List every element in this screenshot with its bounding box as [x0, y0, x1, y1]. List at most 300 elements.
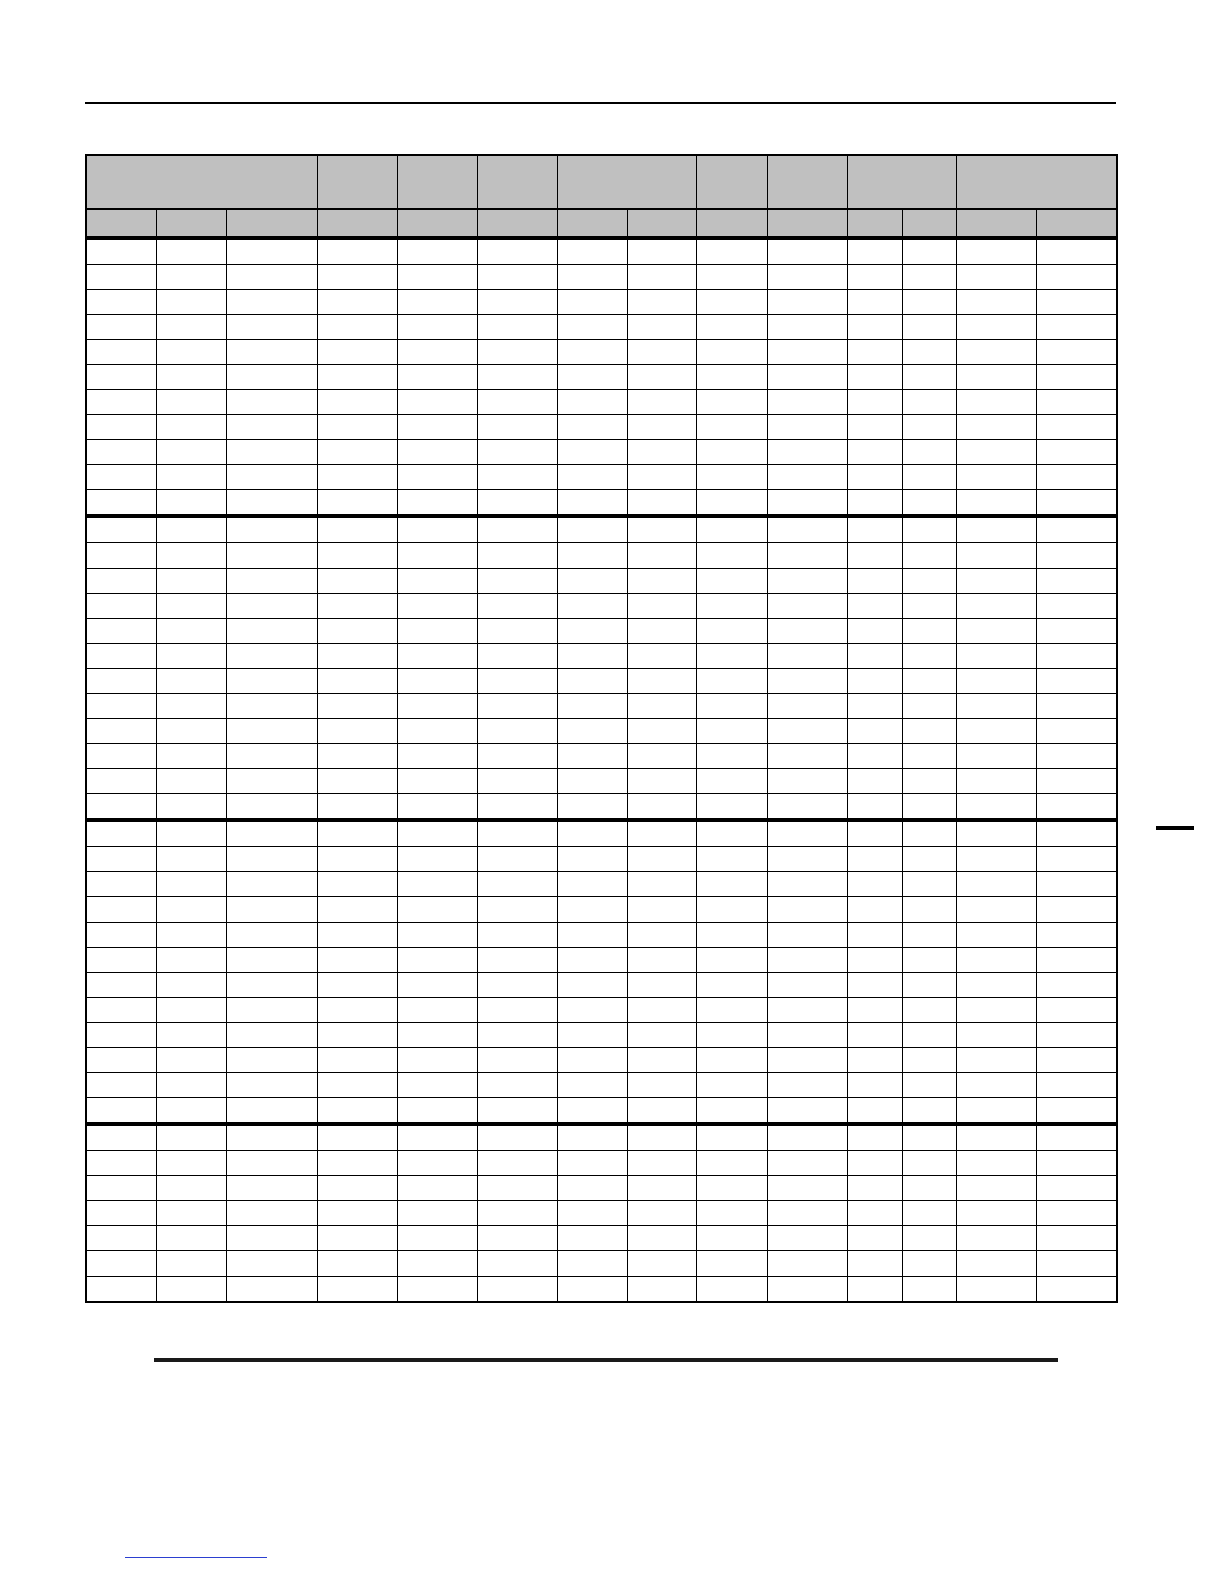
table-cell[interactable] — [847, 820, 902, 847]
table-cell[interactable] — [1036, 415, 1117, 440]
table-cell[interactable] — [696, 693, 767, 718]
table-cell[interactable] — [317, 1176, 397, 1201]
table-cell[interactable] — [696, 743, 767, 768]
table-cell[interactable] — [397, 543, 477, 568]
table-cell[interactable] — [86, 872, 156, 897]
table-cell[interactable] — [902, 1151, 956, 1176]
table-cell[interactable] — [397, 339, 477, 364]
table-cell[interactable] — [1036, 847, 1117, 872]
table-cell[interactable] — [317, 1124, 397, 1151]
table-cell[interactable] — [956, 1151, 1036, 1176]
table-cell[interactable] — [696, 1022, 767, 1047]
table-cell[interactable] — [902, 568, 956, 593]
table-cell[interactable] — [956, 643, 1036, 668]
table-cell[interactable] — [902, 389, 956, 414]
table-cell[interactable] — [627, 897, 696, 922]
table-cell[interactable] — [397, 847, 477, 872]
table-cell[interactable] — [86, 364, 156, 389]
table-cell[interactable] — [627, 1047, 696, 1072]
table-cell[interactable] — [477, 1151, 557, 1176]
table-cell[interactable] — [627, 922, 696, 947]
table-cell[interactable] — [86, 543, 156, 568]
table-cell[interactable] — [847, 693, 902, 718]
table-cell[interactable] — [847, 516, 902, 543]
table-cell[interactable] — [317, 1226, 397, 1251]
table-cell[interactable] — [557, 997, 627, 1022]
table-cell[interactable] — [317, 543, 397, 568]
table-cell[interactable] — [156, 389, 226, 414]
table-cell[interactable] — [627, 972, 696, 997]
table-cell[interactable] — [557, 618, 627, 643]
table-cell[interactable] — [767, 238, 847, 265]
table-cell[interactable] — [1036, 769, 1117, 794]
table-cell[interactable] — [226, 794, 317, 821]
table-cell[interactable] — [767, 568, 847, 593]
table-cell[interactable] — [317, 364, 397, 389]
table-cell[interactable] — [86, 1047, 156, 1072]
table-cell[interactable] — [86, 743, 156, 768]
table-cell[interactable] — [397, 1201, 477, 1226]
table-cell[interactable] — [226, 593, 317, 618]
table-cell[interactable] — [956, 897, 1036, 922]
table-cell[interactable] — [226, 872, 317, 897]
table-cell[interactable] — [557, 1226, 627, 1251]
table-cell[interactable] — [767, 339, 847, 364]
table-cell[interactable] — [86, 289, 156, 314]
table-cell[interactable] — [557, 440, 627, 465]
table-cell[interactable] — [557, 1022, 627, 1047]
table-cell[interactable] — [477, 1251, 557, 1276]
table-cell[interactable] — [767, 1047, 847, 1072]
table-cell[interactable] — [847, 238, 902, 265]
table-cell[interactable] — [317, 490, 397, 517]
table-cell[interactable] — [86, 668, 156, 693]
table-cell[interactable] — [847, 490, 902, 517]
table-cell[interactable] — [557, 872, 627, 897]
table-cell[interactable] — [226, 516, 317, 543]
table-cell[interactable] — [477, 289, 557, 314]
table-cell[interactable] — [317, 440, 397, 465]
table-cell[interactable] — [397, 922, 477, 947]
table-cell[interactable] — [696, 922, 767, 947]
table-cell[interactable] — [956, 1226, 1036, 1251]
table-cell[interactable] — [557, 820, 627, 847]
table-cell[interactable] — [902, 440, 956, 465]
table-cell[interactable] — [847, 897, 902, 922]
table-cell[interactable] — [86, 314, 156, 339]
table-cell[interactable] — [956, 618, 1036, 643]
table-cell[interactable] — [226, 339, 317, 364]
table-cell[interactable] — [956, 516, 1036, 543]
table-cell[interactable] — [1036, 820, 1117, 847]
table-cell[interactable] — [696, 490, 767, 517]
table-cell[interactable] — [1036, 389, 1117, 414]
table-cell[interactable] — [86, 847, 156, 872]
table-cell[interactable] — [477, 1226, 557, 1251]
table-cell[interactable] — [477, 718, 557, 743]
table-cell[interactable] — [847, 718, 902, 743]
table-cell[interactable] — [557, 1151, 627, 1176]
table-cell[interactable] — [902, 972, 956, 997]
table-cell[interactable] — [317, 972, 397, 997]
table-cell[interactable] — [767, 1201, 847, 1226]
table-cell[interactable] — [956, 364, 1036, 389]
table-cell[interactable] — [226, 820, 317, 847]
table-cell[interactable] — [557, 568, 627, 593]
table-cell[interactable] — [902, 415, 956, 440]
table-cell[interactable] — [627, 997, 696, 1022]
table-cell[interactable] — [557, 314, 627, 339]
table-cell[interactable] — [317, 820, 397, 847]
table-cell[interactable] — [86, 415, 156, 440]
table-cell[interactable] — [696, 516, 767, 543]
table-cell[interactable] — [317, 568, 397, 593]
table-cell[interactable] — [902, 289, 956, 314]
table-cell[interactable] — [477, 339, 557, 364]
table-cell[interactable] — [226, 897, 317, 922]
table-cell[interactable] — [696, 897, 767, 922]
table-cell[interactable] — [557, 264, 627, 289]
table-cell[interactable] — [956, 668, 1036, 693]
table-cell[interactable] — [956, 339, 1036, 364]
table-cell[interactable] — [767, 947, 847, 972]
table-cell[interactable] — [847, 364, 902, 389]
table-cell[interactable] — [156, 668, 226, 693]
table-cell[interactable] — [847, 847, 902, 872]
table-cell[interactable] — [477, 668, 557, 693]
table-cell[interactable] — [397, 872, 477, 897]
table-cell[interactable] — [847, 872, 902, 897]
table-cell[interactable] — [477, 1124, 557, 1151]
table-cell[interactable] — [847, 1201, 902, 1226]
table-cell[interactable] — [847, 922, 902, 947]
table-cell[interactable] — [86, 643, 156, 668]
table-cell[interactable] — [767, 465, 847, 490]
table-cell[interactable] — [1036, 543, 1117, 568]
table-cell[interactable] — [1036, 1124, 1117, 1151]
table-cell[interactable] — [627, 947, 696, 972]
table-cell[interactable] — [956, 997, 1036, 1022]
table-cell[interactable] — [767, 314, 847, 339]
table-cell[interactable] — [847, 997, 902, 1022]
table-cell[interactable] — [477, 693, 557, 718]
table-cell[interactable] — [767, 1072, 847, 1097]
table-cell[interactable] — [696, 314, 767, 339]
table-cell[interactable] — [696, 1176, 767, 1201]
table-cell[interactable] — [397, 465, 477, 490]
table-cell[interactable] — [696, 568, 767, 593]
table-cell[interactable] — [86, 972, 156, 997]
table-cell[interactable] — [86, 922, 156, 947]
table-cell[interactable] — [902, 516, 956, 543]
table-cell[interactable] — [156, 743, 226, 768]
table-cell[interactable] — [156, 972, 226, 997]
table-cell[interactable] — [317, 718, 397, 743]
table-cell[interactable] — [397, 1124, 477, 1151]
table-cell[interactable] — [847, 643, 902, 668]
table-cell[interactable] — [397, 1226, 477, 1251]
table-cell[interactable] — [557, 668, 627, 693]
table-cell[interactable] — [696, 339, 767, 364]
table-cell[interactable] — [226, 1226, 317, 1251]
table-cell[interactable] — [156, 643, 226, 668]
table-cell[interactable] — [317, 618, 397, 643]
table-cell[interactable] — [226, 643, 317, 668]
table-cell[interactable] — [696, 643, 767, 668]
table-cell[interactable] — [477, 1176, 557, 1201]
table-cell[interactable] — [847, 339, 902, 364]
table-cell[interactable] — [477, 364, 557, 389]
table-cell[interactable] — [902, 490, 956, 517]
table-cell[interactable] — [1036, 947, 1117, 972]
table-cell[interactable] — [627, 516, 696, 543]
table-cell[interactable] — [86, 618, 156, 643]
table-cell[interactable] — [696, 389, 767, 414]
table-cell[interactable] — [956, 1276, 1036, 1302]
table-cell[interactable] — [956, 718, 1036, 743]
table-cell[interactable] — [226, 922, 317, 947]
table-cell[interactable] — [847, 1124, 902, 1151]
table-cell[interactable] — [317, 264, 397, 289]
table-cell[interactable] — [1036, 668, 1117, 693]
table-cell[interactable] — [956, 1072, 1036, 1097]
table-cell[interactable] — [696, 1151, 767, 1176]
table-cell[interactable] — [156, 543, 226, 568]
table-cell[interactable] — [397, 897, 477, 922]
table-cell[interactable] — [226, 1176, 317, 1201]
table-cell[interactable] — [156, 1276, 226, 1302]
table-cell[interactable] — [477, 314, 557, 339]
table-cell[interactable] — [477, 872, 557, 897]
table-cell[interactable] — [627, 693, 696, 718]
table-cell[interactable] — [696, 415, 767, 440]
table-cell[interactable] — [767, 264, 847, 289]
table-cell[interactable] — [1036, 643, 1117, 668]
table-cell[interactable] — [477, 794, 557, 821]
table-cell[interactable] — [317, 947, 397, 972]
table-cell[interactable] — [847, 543, 902, 568]
table-cell[interactable] — [1036, 1176, 1117, 1201]
table-cell[interactable] — [226, 1276, 317, 1302]
table-cell[interactable] — [397, 440, 477, 465]
table-cell[interactable] — [156, 1097, 226, 1124]
table-cell[interactable] — [767, 872, 847, 897]
table-cell[interactable] — [956, 1047, 1036, 1072]
table-cell[interactable] — [317, 1251, 397, 1276]
table-cell[interactable] — [557, 1097, 627, 1124]
table-cell[interactable] — [397, 516, 477, 543]
table-cell[interactable] — [1036, 743, 1117, 768]
table-cell[interactable] — [696, 238, 767, 265]
table-cell[interactable] — [86, 1176, 156, 1201]
table-cell[interactable] — [956, 568, 1036, 593]
table-cell[interactable] — [557, 643, 627, 668]
table-cell[interactable] — [847, 568, 902, 593]
table-cell[interactable] — [477, 415, 557, 440]
table-cell[interactable] — [397, 1072, 477, 1097]
table-cell[interactable] — [156, 490, 226, 517]
table-cell[interactable] — [627, 440, 696, 465]
table-cell[interactable] — [156, 922, 226, 947]
table-cell[interactable] — [696, 847, 767, 872]
table-cell[interactable] — [847, 389, 902, 414]
table-cell[interactable] — [902, 1276, 956, 1302]
table-cell[interactable] — [847, 593, 902, 618]
table-cell[interactable] — [767, 516, 847, 543]
table-cell[interactable] — [902, 794, 956, 821]
table-cell[interactable] — [317, 643, 397, 668]
table-cell[interactable] — [156, 1201, 226, 1226]
table-cell[interactable] — [226, 568, 317, 593]
table-cell[interactable] — [767, 718, 847, 743]
table-cell[interactable] — [317, 465, 397, 490]
table-cell[interactable] — [226, 364, 317, 389]
table-cell[interactable] — [317, 1022, 397, 1047]
table-cell[interactable] — [557, 947, 627, 972]
table-cell[interactable] — [956, 693, 1036, 718]
table-cell[interactable] — [397, 718, 477, 743]
table-cell[interactable] — [627, 1276, 696, 1302]
table-cell[interactable] — [226, 972, 317, 997]
table-cell[interactable] — [1036, 314, 1117, 339]
table-cell[interactable] — [397, 238, 477, 265]
table-cell[interactable] — [627, 1151, 696, 1176]
table-cell[interactable] — [477, 465, 557, 490]
table-cell[interactable] — [226, 490, 317, 517]
table-cell[interactable] — [696, 872, 767, 897]
table-cell[interactable] — [956, 769, 1036, 794]
table-cell[interactable] — [767, 820, 847, 847]
table-cell[interactable] — [956, 1251, 1036, 1276]
table-cell[interactable] — [902, 743, 956, 768]
table-cell[interactable] — [226, 1201, 317, 1226]
table-cell[interactable] — [86, 769, 156, 794]
table-cell[interactable] — [696, 1226, 767, 1251]
table-cell[interactable] — [1036, 972, 1117, 997]
table-cell[interactable] — [317, 516, 397, 543]
table-cell[interactable] — [767, 1022, 847, 1047]
table-cell[interactable] — [902, 643, 956, 668]
table-cell[interactable] — [767, 389, 847, 414]
table-cell[interactable] — [397, 668, 477, 693]
table-cell[interactable] — [86, 1226, 156, 1251]
table-cell[interactable] — [226, 718, 317, 743]
table-cell[interactable] — [557, 593, 627, 618]
table-cell[interactable] — [1036, 238, 1117, 265]
table-cell[interactable] — [317, 1072, 397, 1097]
table-cell[interactable] — [847, 947, 902, 972]
table-cell[interactable] — [956, 543, 1036, 568]
table-cell[interactable] — [956, 847, 1036, 872]
table-cell[interactable] — [317, 897, 397, 922]
table-cell[interactable] — [226, 1047, 317, 1072]
table-cell[interactable] — [477, 440, 557, 465]
table-cell[interactable] — [956, 972, 1036, 997]
table-cell[interactable] — [397, 1022, 477, 1047]
table-cell[interactable] — [397, 693, 477, 718]
table-cell[interactable] — [847, 1047, 902, 1072]
table-cell[interactable] — [902, 997, 956, 1022]
table-cell[interactable] — [956, 947, 1036, 972]
table-cell[interactable] — [767, 543, 847, 568]
table-cell[interactable] — [627, 1251, 696, 1276]
table-cell[interactable] — [86, 568, 156, 593]
table-cell[interactable] — [847, 1022, 902, 1047]
table-cell[interactable] — [627, 1097, 696, 1124]
table-cell[interactable] — [847, 1072, 902, 1097]
table-cell[interactable] — [767, 1176, 847, 1201]
table-cell[interactable] — [557, 516, 627, 543]
table-cell[interactable] — [956, 440, 1036, 465]
table-cell[interactable] — [156, 568, 226, 593]
table-cell[interactable] — [1036, 618, 1117, 643]
table-cell[interactable] — [557, 897, 627, 922]
table-cell[interactable] — [226, 389, 317, 414]
table-cell[interactable] — [627, 1124, 696, 1151]
table-cell[interactable] — [397, 289, 477, 314]
table-cell[interactable] — [767, 593, 847, 618]
table-cell[interactable] — [477, 743, 557, 768]
table-cell[interactable] — [627, 1226, 696, 1251]
table-cell[interactable] — [902, 668, 956, 693]
table-cell[interactable] — [767, 769, 847, 794]
table-cell[interactable] — [847, 743, 902, 768]
table-cell[interactable] — [156, 289, 226, 314]
table-cell[interactable] — [696, 1201, 767, 1226]
table-cell[interactable] — [902, 1176, 956, 1201]
table-cell[interactable] — [156, 718, 226, 743]
table-cell[interactable] — [696, 1251, 767, 1276]
table-cell[interactable] — [557, 389, 627, 414]
table-cell[interactable] — [627, 364, 696, 389]
table-cell[interactable] — [956, 820, 1036, 847]
table-cell[interactable] — [156, 364, 226, 389]
table-cell[interactable] — [956, 1124, 1036, 1151]
table-cell[interactable] — [226, 314, 317, 339]
table-cell[interactable] — [397, 618, 477, 643]
table-cell[interactable] — [767, 847, 847, 872]
table-cell[interactable] — [696, 440, 767, 465]
table-cell[interactable] — [557, 490, 627, 517]
table-cell[interactable] — [696, 364, 767, 389]
table-cell[interactable] — [557, 922, 627, 947]
table-cell[interactable] — [902, 618, 956, 643]
table-cell[interactable] — [86, 440, 156, 465]
table-cell[interactable] — [86, 1022, 156, 1047]
table-cell[interactable] — [902, 1124, 956, 1151]
table-cell[interactable] — [397, 972, 477, 997]
table-cell[interactable] — [956, 264, 1036, 289]
table-cell[interactable] — [627, 1072, 696, 1097]
table-cell[interactable] — [767, 289, 847, 314]
table-cell[interactable] — [397, 997, 477, 1022]
table-cell[interactable] — [767, 693, 847, 718]
table-cell[interactable] — [397, 364, 477, 389]
table-cell[interactable] — [226, 743, 317, 768]
table-cell[interactable] — [226, 289, 317, 314]
table-cell[interactable] — [627, 289, 696, 314]
table-cell[interactable] — [902, 238, 956, 265]
table-cell[interactable] — [317, 1047, 397, 1072]
table-cell[interactable] — [156, 1226, 226, 1251]
table-cell[interactable] — [156, 947, 226, 972]
table-cell[interactable] — [226, 618, 317, 643]
table-cell[interactable] — [477, 568, 557, 593]
table-cell[interactable] — [847, 314, 902, 339]
table-cell[interactable] — [477, 897, 557, 922]
table-cell[interactable] — [696, 465, 767, 490]
table-cell[interactable] — [902, 339, 956, 364]
